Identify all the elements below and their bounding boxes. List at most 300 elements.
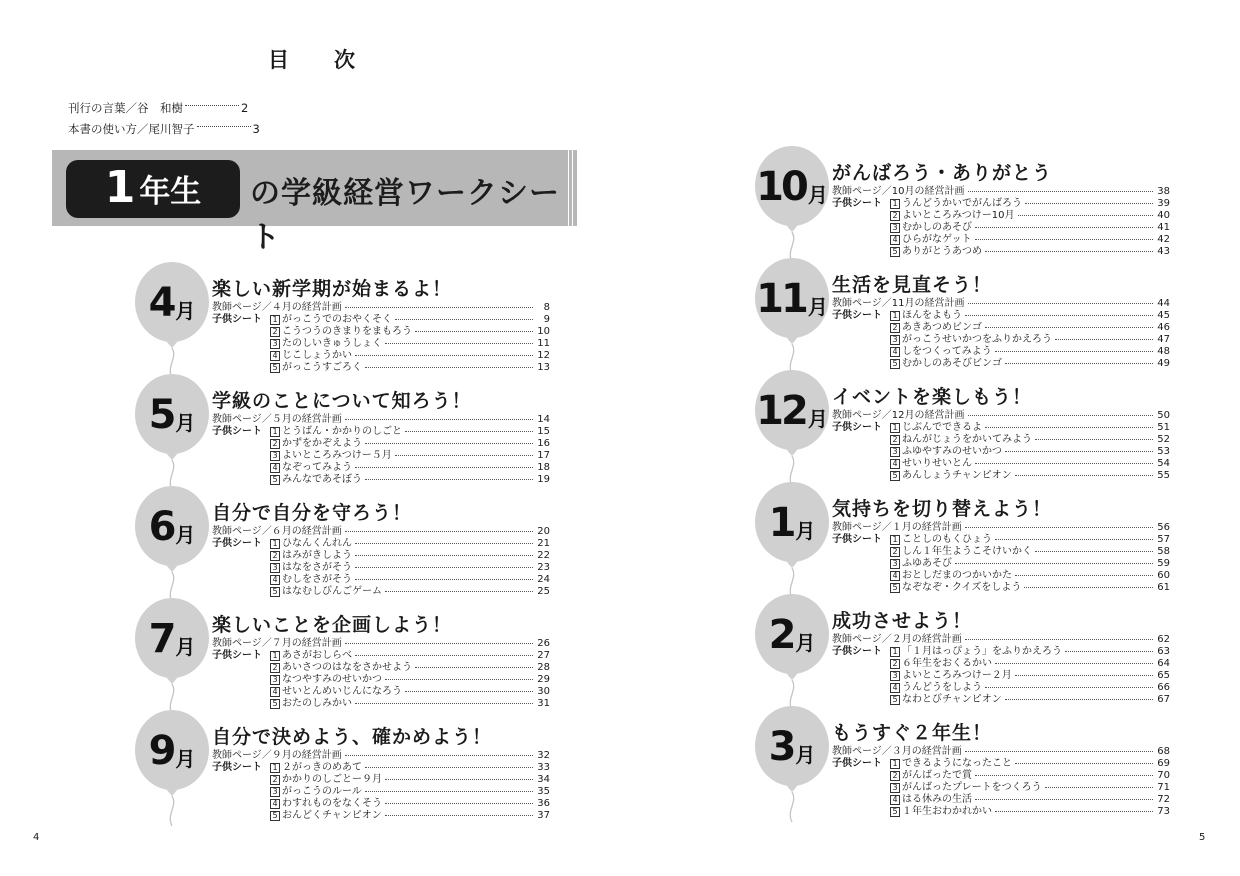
month-number: 9: [148, 728, 174, 774]
worksheet-title: うんどうかいでがんばろう: [902, 198, 1022, 209]
worksheet-title: ほんをよもう: [902, 310, 962, 321]
page-number: 68: [1157, 746, 1170, 757]
worksheet-title: かずをかぞえよう: [282, 438, 362, 449]
page-title: 目 次: [268, 48, 367, 72]
page-number: 36: [537, 798, 550, 809]
month-number: 1: [768, 500, 794, 546]
page-number: 51: [1157, 422, 1170, 433]
leader-dots: [355, 655, 533, 656]
leader-dots: [1065, 651, 1153, 652]
teacher-page-title: 教師ページ／１月の経営計画: [832, 522, 962, 533]
page-number: 42: [1157, 234, 1170, 245]
month-number: 4: [148, 280, 174, 326]
page-number: 61: [1157, 582, 1170, 593]
worksheet-entry[interactable]: [212, 810, 550, 822]
front-item[interactable]: [68, 100, 248, 116]
item-number-badge: 4: [890, 459, 900, 469]
page-number: 24: [537, 574, 550, 585]
leader-dots: [395, 319, 533, 320]
leader-dots: [1025, 203, 1153, 204]
worksheet-entry[interactable]: [832, 570, 1170, 582]
leader-dots: [985, 327, 1153, 328]
teacher-page-entry[interactable]: [832, 298, 1170, 310]
leader-dots: [355, 543, 533, 544]
page-number: 52: [1157, 434, 1170, 445]
teacher-page-title: 教師ページ／11月の経営計画: [832, 298, 965, 309]
item-number-badge: 2: [890, 659, 900, 669]
leader-dots: [1015, 675, 1153, 676]
item-number-badge: 3: [270, 787, 280, 797]
worksheet-title: がっこうせいかつをふりかえろう: [902, 334, 1052, 345]
month-number: 6: [148, 504, 174, 550]
leader-dots: [365, 367, 533, 368]
month-label: [752, 594, 832, 676]
worksheet-title: はる休みの生活: [902, 794, 972, 805]
entry-list: [212, 750, 550, 822]
month-unit: 月: [175, 298, 196, 323]
item-number-badge: 1: [270, 651, 280, 661]
front-item[interactable]: [68, 121, 260, 137]
item-number-badge: 1: [270, 763, 280, 773]
item-number-badge: 3: [890, 559, 900, 569]
section-label: 子供シート: [832, 646, 882, 657]
leader-dots: [355, 579, 533, 580]
leader-dots: [985, 687, 1153, 688]
worksheet-title: がっこうのルール: [282, 786, 362, 797]
worksheet-entry[interactable]: [212, 550, 550, 562]
page-number: 37: [537, 810, 550, 821]
leader-dots: [995, 539, 1153, 540]
worksheet-entry[interactable]: [832, 322, 1170, 334]
worksheet-entry[interactable]: [832, 210, 1170, 222]
item-number-badge: 5: [270, 699, 280, 709]
worksheet-title: じこしょうかい: [282, 350, 352, 361]
worksheet-entry[interactable]: [832, 422, 1170, 434]
month-unit: 月: [795, 518, 816, 543]
worksheet-entry[interactable]: [832, 446, 1170, 458]
worksheet-entry[interactable]: [832, 434, 1170, 446]
worksheet-entry[interactable]: [212, 326, 550, 338]
worksheet-title: じぶんでできるよ: [902, 422, 982, 433]
leader-dots: [355, 555, 533, 556]
worksheet-title: とうばん・かかりのしごと: [282, 426, 402, 437]
page-number: 21: [537, 538, 550, 549]
page-number: 65: [1157, 670, 1170, 681]
teacher-page-title: 教師ページ／３月の経営計画: [832, 746, 962, 757]
worksheet-entry[interactable]: [212, 362, 550, 374]
front-item-page: 3: [252, 122, 260, 136]
month-unit: 月: [807, 294, 828, 319]
leader-dots: [365, 791, 533, 792]
month-unit: 月: [175, 522, 196, 547]
page-number: 39: [1157, 198, 1170, 209]
teacher-page-entry[interactable]: [212, 750, 550, 762]
leader-dots: [968, 191, 1153, 192]
section-label: 子供シート: [832, 534, 882, 545]
leader-dots: [405, 691, 533, 692]
leader-dots: [1015, 575, 1153, 576]
leader-dots: [1005, 451, 1153, 452]
worksheet-entry[interactable]: [212, 474, 550, 486]
worksheet-entry[interactable]: [212, 674, 550, 686]
worksheet-title: しん１年生ようこそけいかく: [902, 546, 1032, 557]
worksheet-entry[interactable]: [832, 246, 1170, 258]
worksheet-entry[interactable]: [832, 782, 1170, 794]
worksheet-title: たのしいきゅうしょく: [282, 338, 382, 349]
leader-dots: [1018, 215, 1153, 216]
leader-dots: [1045, 787, 1153, 788]
worksheet-entry[interactable]: [832, 694, 1170, 706]
item-number-badge: 3: [890, 223, 900, 233]
item-number-badge: 5: [890, 471, 900, 481]
banner-title: の学級経営ワークシート: [250, 176, 560, 255]
item-number-badge: 1: [890, 423, 900, 433]
worksheet-entry[interactable]: [832, 346, 1170, 358]
section-label: 子供シート: [832, 198, 882, 209]
worksheet-title: はなむしびんごゲーム: [282, 586, 382, 597]
page-number: 70: [1157, 770, 1170, 781]
worksheet-title: がんばったで賞: [902, 770, 972, 781]
worksheet-entry[interactable]: [832, 794, 1170, 806]
teacher-page-title: 教師ページ／12月の経営計画: [832, 410, 965, 421]
item-number-badge: 2: [890, 211, 900, 221]
worksheet-entry[interactable]: [832, 458, 1170, 470]
item-number-badge: 1: [890, 535, 900, 545]
page-number: 71: [1157, 782, 1170, 793]
worksheet-entry[interactable]: [832, 770, 1170, 782]
leader-dots: [975, 799, 1153, 800]
page-number: 19: [537, 474, 550, 485]
month-label: [132, 486, 212, 568]
page-number: 27: [537, 650, 550, 661]
worksheet-entry[interactable]: [832, 534, 1170, 546]
item-number-badge: 4: [270, 799, 280, 809]
leader-dots: [975, 227, 1153, 228]
month-title: 自分で決めよう、確かめよう！: [212, 726, 493, 748]
item-number-badge: 1: [890, 759, 900, 769]
teacher-page-entry[interactable]: [212, 526, 550, 538]
item-number-badge: 3: [890, 783, 900, 793]
front-item-title: 本書の使い方／尾川智子: [68, 122, 195, 136]
teacher-page-entry[interactable]: [832, 410, 1170, 422]
month-label: [132, 710, 212, 792]
worksheet-entry[interactable]: [212, 574, 550, 586]
teacher-page-title: 教師ページ／９月の経営計画: [212, 750, 342, 761]
leader-dots: [1035, 551, 1153, 552]
month-unit: 月: [175, 634, 196, 659]
item-number-badge: 2: [270, 551, 280, 561]
worksheet-title: あいさつのはなをさかせよう: [282, 662, 412, 673]
worksheet-title: 「１月はっぴょう」をふりかえろう: [902, 646, 1062, 657]
page-number: 40: [1157, 210, 1170, 221]
page-number: 18: [537, 462, 550, 473]
worksheet-entry[interactable]: [212, 686, 550, 698]
section-label: 子供シート: [212, 314, 262, 325]
teacher-page-entry[interactable]: [832, 186, 1170, 198]
worksheet-entry[interactable]: [212, 798, 550, 810]
leader-dots: [405, 431, 533, 432]
page-number: 73: [1157, 806, 1170, 817]
teacher-page-title: 教師ページ／10月の経営計画: [832, 186, 965, 197]
page-number: 55: [1157, 470, 1170, 481]
item-number-badge: 1: [890, 647, 900, 657]
page-number: 17: [537, 450, 550, 461]
page-number: 29: [537, 674, 550, 685]
worksheet-entry[interactable]: [832, 470, 1170, 482]
month-section: [752, 370, 1192, 488]
worksheet-entry[interactable]: [832, 670, 1170, 682]
item-number-badge: 1: [890, 199, 900, 209]
month-number: 2: [768, 612, 794, 658]
page-number-left: 4: [33, 832, 40, 843]
worksheet-title: ことしのもくひょう: [902, 534, 992, 545]
worksheet-title: かかりのしごとー９月: [282, 774, 382, 785]
item-number-badge: 3: [270, 451, 280, 461]
worksheet-title: がんばったプレートをつくろう: [902, 782, 1042, 793]
page-number: 8: [543, 302, 550, 313]
entry-list: [832, 298, 1170, 370]
page-number: 56: [1157, 522, 1170, 533]
month-section: [752, 706, 1192, 824]
worksheet-title: みんなであそぼう: [282, 474, 362, 485]
page-number: 33: [537, 762, 550, 773]
section-label: 子供シート: [832, 758, 882, 769]
item-number-badge: 4: [270, 351, 280, 361]
month-section: [752, 146, 1192, 264]
leader-dots: [355, 703, 533, 704]
leader-dots: [1015, 475, 1153, 476]
month-section: [132, 598, 572, 716]
leader-dots: [965, 751, 1153, 752]
item-number-badge: 2: [890, 771, 900, 781]
worksheet-title: よいところみつけー２月: [902, 670, 1012, 681]
worksheet-entry[interactable]: [832, 646, 1170, 658]
leader-dots: [365, 479, 533, 480]
worksheet-entry[interactable]: [832, 558, 1170, 570]
entry-list: [832, 746, 1170, 818]
month-unit: 月: [807, 182, 828, 207]
worksheet-entry[interactable]: [212, 350, 550, 362]
leader-dots: [968, 303, 1153, 304]
grade-banner: [52, 150, 577, 255]
leader-dots: [355, 355, 533, 356]
page-number: 14: [537, 414, 550, 425]
page-number: 66: [1157, 682, 1170, 693]
worksheet-entry[interactable]: [832, 358, 1170, 370]
item-number-badge: 1: [270, 315, 280, 325]
item-number-badge: 3: [270, 339, 280, 349]
item-number-badge: 4: [890, 235, 900, 245]
teacher-page-entry[interactable]: [212, 302, 550, 314]
page-number: 41: [1157, 222, 1170, 233]
entry-list: [832, 186, 1170, 258]
item-number-badge: 4: [270, 463, 280, 473]
worksheet-title: なつやすみのせいかつ: [282, 674, 382, 685]
page-number: 20: [537, 526, 550, 537]
worksheet-title: むかしのあそび: [902, 222, 972, 233]
item-number-badge: 5: [270, 363, 280, 373]
worksheet-entry[interactable]: [212, 586, 550, 598]
worksheet-entry[interactable]: [212, 786, 550, 798]
worksheet-title: できるようになったこと: [902, 758, 1012, 769]
front-item-page: 2: [241, 101, 249, 115]
item-number-badge: 5: [270, 587, 280, 597]
worksheet-entry[interactable]: [212, 338, 550, 350]
item-number-badge: 3: [270, 675, 280, 685]
worksheet-entry[interactable]: [212, 762, 550, 774]
worksheet-entry[interactable]: [832, 334, 1170, 346]
teacher-page-entry[interactable]: [212, 638, 550, 650]
worksheet-entry[interactable]: [832, 682, 1170, 694]
section-label: 子供シート: [832, 310, 882, 321]
worksheet-title: なわとびチャンピオン: [902, 694, 1002, 705]
page-number: 49: [1157, 358, 1170, 369]
page-number: 53: [1157, 446, 1170, 457]
worksheet-entry[interactable]: [212, 662, 550, 674]
leader-dots: [965, 639, 1153, 640]
month-title: 自分で自分を守ろう！: [212, 502, 413, 524]
page-number: 13: [537, 362, 550, 373]
page-number: 44: [1157, 298, 1170, 309]
entry-list: [832, 410, 1170, 482]
month-title: 気持ちを切り替えよう！: [832, 498, 1053, 520]
month-title: 学級のことについて知ろう！: [212, 390, 472, 412]
month-title: もうすぐ２年生！: [832, 722, 993, 744]
item-number-badge: 4: [890, 795, 900, 805]
teacher-page-entry[interactable]: [832, 634, 1170, 646]
worksheet-entry[interactable]: [832, 758, 1170, 770]
leader-dots: [385, 343, 533, 344]
worksheet-entry[interactable]: [832, 546, 1170, 558]
month-title: 成功させよう！: [832, 610, 973, 632]
worksheet-title: ６年生をおくるかい: [902, 658, 992, 669]
worksheet-entry[interactable]: [832, 658, 1170, 670]
month-label: [752, 706, 832, 788]
worksheet-entry[interactable]: [212, 562, 550, 574]
worksheet-entry[interactable]: [212, 426, 550, 438]
worksheet-entry[interactable]: [212, 538, 550, 550]
leader-dots: [395, 455, 533, 456]
page-number: 35: [537, 786, 550, 797]
leader-dots: [385, 803, 533, 804]
leader-dots: [955, 563, 1153, 564]
page-number: 38: [1157, 186, 1170, 197]
worksheet-title: おたのしみかい: [282, 698, 352, 709]
item-number-badge: 3: [890, 335, 900, 345]
worksheet-entry[interactable]: [212, 450, 550, 462]
worksheet-title: なぞってみよう: [282, 462, 352, 473]
month-label: [752, 258, 832, 340]
page-number: 72: [1157, 794, 1170, 805]
page-number: 62: [1157, 634, 1170, 645]
worksheet-title: ひなんくんれん: [282, 538, 352, 549]
worksheet-entry[interactable]: [832, 198, 1170, 210]
leader-dots: [355, 567, 533, 568]
page-number: 48: [1157, 346, 1170, 357]
page-number: 11: [537, 338, 550, 349]
worksheet-title: あんしょうチャンピオン: [902, 470, 1012, 481]
month-title: イベントを楽しもう！: [832, 386, 1033, 408]
entry-list: [212, 526, 550, 598]
item-number-badge: 5: [890, 807, 900, 817]
leader-dots: [185, 105, 239, 106]
leader-dots: [1005, 699, 1153, 700]
month-number: 12: [756, 388, 806, 434]
page-number: 34: [537, 774, 550, 785]
leader-dots: [415, 667, 533, 668]
month-title: 楽しいことを企画しよう！: [212, 614, 453, 636]
teacher-page-title: 教師ページ／５月の経営計画: [212, 414, 342, 425]
page-number: 45: [1157, 310, 1170, 321]
month-number: 3: [768, 724, 794, 770]
teacher-page-entry[interactable]: [832, 746, 1170, 758]
month-title: がんばろう・ありがとう: [832, 162, 1053, 184]
worksheet-title: ふゆやすみのせいかつ: [902, 446, 1002, 457]
teacher-page-entry[interactable]: [832, 522, 1170, 534]
worksheet-entry[interactable]: [212, 314, 550, 326]
item-number-badge: 5: [890, 247, 900, 257]
leader-dots: [1035, 439, 1153, 440]
item-number-badge: 5: [890, 583, 900, 593]
page-number: 69: [1157, 758, 1170, 769]
month-label: [132, 262, 212, 344]
month-label: [752, 482, 832, 564]
leader-dots: [345, 643, 533, 644]
leader-dots: [385, 779, 533, 780]
worksheet-entry[interactable]: [212, 698, 550, 710]
item-number-badge: 5: [270, 475, 280, 485]
worksheet-title: せいりせいとん: [902, 458, 972, 469]
worksheet-entry[interactable]: [212, 462, 550, 474]
month-title: 生活を見直そう！: [832, 274, 993, 296]
worksheet-entry[interactable]: [832, 582, 1170, 594]
leader-dots: [415, 331, 533, 332]
item-number-badge: 3: [890, 671, 900, 681]
worksheet-entry[interactable]: [832, 234, 1170, 246]
worksheet-entry[interactable]: [832, 222, 1170, 234]
teacher-page-entry[interactable]: [212, 414, 550, 426]
month-section: [752, 594, 1192, 712]
worksheet-entry[interactable]: [212, 438, 550, 450]
worksheet-entry[interactable]: [212, 774, 550, 786]
page-number: 50: [1157, 410, 1170, 421]
month-section: [752, 482, 1192, 600]
section-label: 子供シート: [212, 650, 262, 661]
entry-list: [212, 414, 550, 486]
item-number-badge: 2: [270, 775, 280, 785]
worksheet-entry[interactable]: [212, 650, 550, 662]
leader-dots: [365, 443, 533, 444]
item-number-badge: 2: [270, 327, 280, 337]
worksheet-title: こうつうのきまりをまもろう: [282, 326, 412, 337]
leader-dots: [345, 307, 533, 308]
item-number-badge: 2: [270, 439, 280, 449]
page-number: 31: [537, 698, 550, 709]
teacher-page-title: 教師ページ／２月の経営計画: [832, 634, 962, 645]
leader-dots: [975, 239, 1153, 240]
worksheet-entry[interactable]: [832, 806, 1170, 818]
worksheet-title: むかしのあそびビンゴ: [902, 358, 1002, 369]
worksheet-title: ねんがじょうをかいてみよう: [902, 434, 1032, 445]
worksheet-entry[interactable]: [832, 310, 1170, 322]
page-number: 47: [1157, 334, 1170, 345]
month-section: [752, 258, 1192, 376]
section-label: 子供シート: [212, 538, 262, 549]
worksheet-title: あきあつめビンゴ: [902, 322, 982, 333]
page-number: 32: [537, 750, 550, 761]
leader-dots: [995, 811, 1153, 812]
page-number: 59: [1157, 558, 1170, 569]
